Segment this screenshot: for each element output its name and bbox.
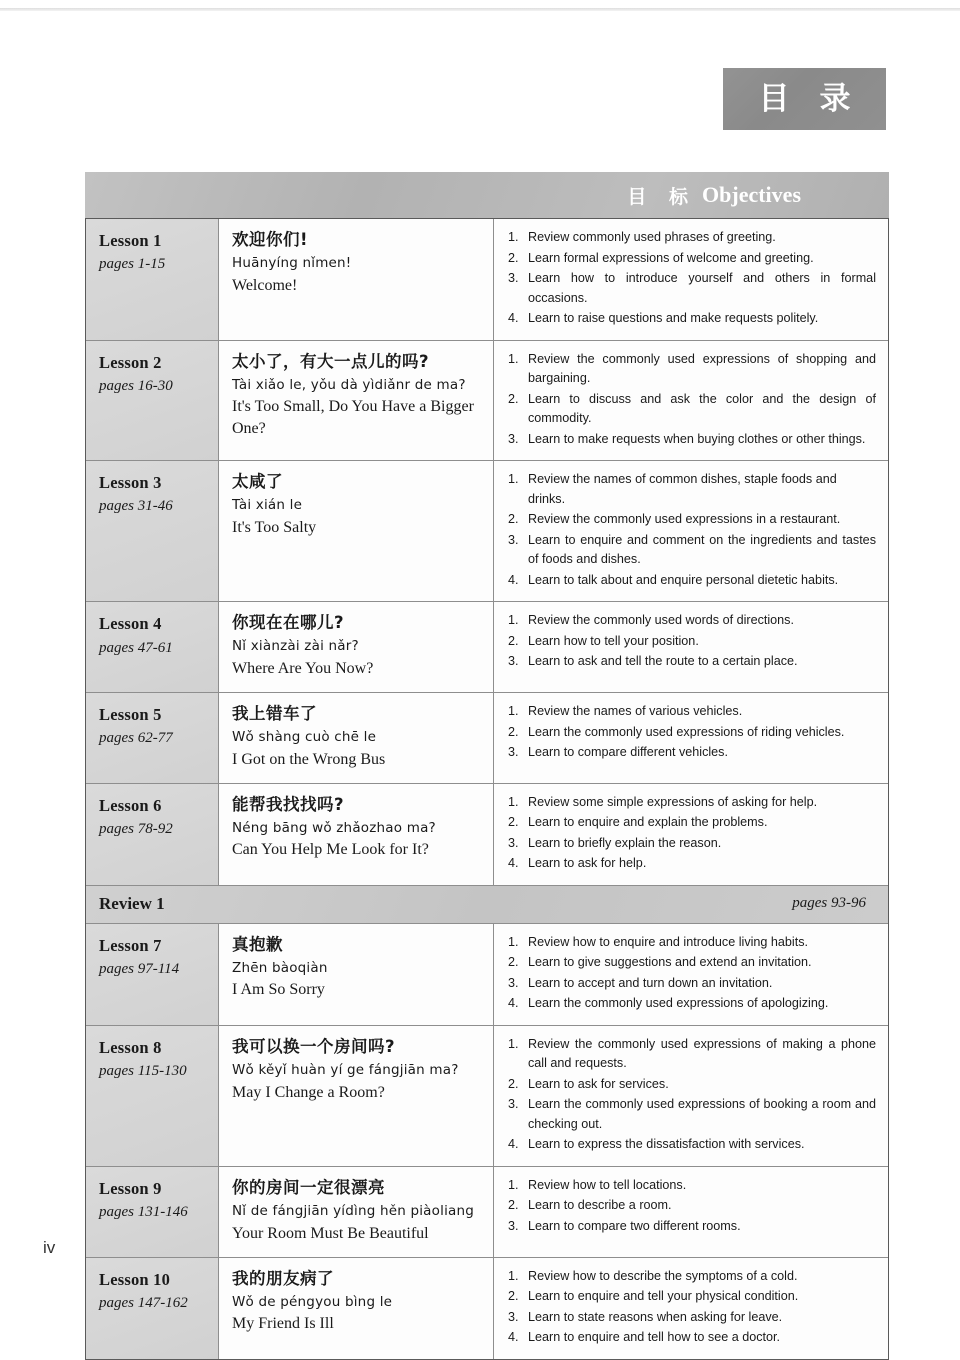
lesson-cell[interactable] <box>86 1258 219 1359</box>
lesson-title-english: Welcome! <box>232 276 298 294</box>
objectives-cell <box>494 1026 888 1166</box>
objective-item: Learn to ask and tell the route to a certain place. <box>528 654 798 669</box>
lesson-pages: pages 16-30 <box>99 377 173 394</box>
lesson-row[interactable] <box>86 924 888 1026</box>
lesson-pages: pages 115-130 <box>99 1063 187 1080</box>
objective-item: Learn to talk about and enquire personal dietetic habits. <box>528 572 839 587</box>
objective-item: Learn the commonly used expressions of riding vehicles. <box>528 724 845 739</box>
lesson-title-cell <box>219 461 494 601</box>
objective-item: Learn to enquire and tell your physical condition. <box>528 1289 799 1304</box>
objectives-cell <box>494 1258 888 1359</box>
lesson-row[interactable] <box>86 461 888 602</box>
objective-item: Learn to accept and turn down an invitation. <box>528 975 773 990</box>
lesson-title-chinese: 太小了，有大一点儿的吗? <box>232 351 430 371</box>
review-label: Review 1 <box>99 893 165 913</box>
table-header-cjk: 目 标 <box>627 185 697 208</box>
lesson-title-pinyin: Huānyíng nǐmen! <box>232 255 352 272</box>
lesson-title-chinese: 太咸了 <box>232 472 283 492</box>
lesson-cell[interactable] <box>86 602 219 692</box>
page-title-cjk-2: 录 <box>819 80 851 117</box>
lesson-title-chinese: 我的朋友病了 <box>232 1268 334 1288</box>
lesson-title-pinyin: Nǐ xiànzài zài nǎr? <box>232 638 359 655</box>
lesson-title-cell <box>219 341 494 461</box>
table-header-latin: Objectives <box>702 182 801 207</box>
lesson-row[interactable] <box>86 784 888 886</box>
lesson-cell[interactable] <box>86 693 219 783</box>
page-title-cjk-1: 目 <box>758 80 790 117</box>
lesson-pages: pages 97-114 <box>99 961 180 978</box>
lesson-name: Lesson 7 <box>99 935 162 955</box>
lesson-title-english: I Got on the Wrong Bus <box>232 750 386 768</box>
objectives-cell <box>494 693 888 783</box>
lesson-name: Lesson 3 <box>99 473 162 493</box>
objective-item: Review the commonly used expressions of making a phone call and requests. <box>528 1036 876 1071</box>
objectives-cell <box>494 219 888 340</box>
review-pages: pages 93-96 <box>792 895 866 912</box>
scan-top-margin <box>0 0 960 8</box>
lesson-title-cell <box>219 1026 494 1166</box>
objective-item: Learn to express the dissatisfaction with services. <box>528 1137 805 1152</box>
objective-item: Learn to ask for help. <box>528 856 647 871</box>
lesson-title-chinese: 我上错车了 <box>232 703 317 723</box>
objective-item: Review the names of common dishes, staple foods and drinks. <box>528 472 837 506</box>
scan-edge-line <box>0 8 960 11</box>
lesson-title-english: My Friend Is Ill <box>232 1315 334 1333</box>
table-header-objectives <box>85 172 889 218</box>
lesson-title-pinyin: Zhēn bàoqiàn <box>232 959 328 976</box>
lesson-row[interactable] <box>86 1258 888 1359</box>
lesson-cell[interactable] <box>86 784 219 885</box>
objective-item: Learn to make requests when buying clothes or other things. <box>528 431 866 446</box>
objective-item: Learn to ask for services. <box>528 1076 669 1091</box>
objective-item: Learn to raise questions and make requests politely. <box>528 311 819 326</box>
lesson-title-cell <box>219 219 494 340</box>
lesson-name: Lesson 1 <box>99 231 162 250</box>
lesson-pages: pages 131-146 <box>99 1204 188 1221</box>
objective-item: Learn to discuss and ask the color and the design of commodity. <box>528 391 876 426</box>
lesson-title-english: It's Too Salty <box>232 518 317 536</box>
objectives-list <box>502 470 876 590</box>
objectives-list <box>502 702 876 763</box>
objective-item: Review the names of various vehicles. <box>528 703 743 718</box>
lesson-row[interactable] <box>86 1167 888 1258</box>
review-row[interactable] <box>86 886 888 924</box>
objective-item: Learn to enquire and explain the problems. <box>528 815 768 830</box>
lesson-name: Lesson 9 <box>99 1178 162 1198</box>
objectives-cell <box>494 461 888 601</box>
lesson-name: Lesson 6 <box>99 795 162 815</box>
lesson-title-cell <box>219 693 494 783</box>
objectives-list <box>502 1176 876 1237</box>
lesson-pages: pages 47-61 <box>99 639 173 656</box>
page-number: iv <box>43 1238 56 1257</box>
objective-item: Learn to briefly explain the reason. <box>528 835 722 850</box>
lesson-title-chinese: 真抱歉 <box>232 934 283 954</box>
lesson-cell[interactable] <box>86 1026 219 1166</box>
lesson-name: Lesson 2 <box>99 352 162 372</box>
lesson-name: Lesson 8 <box>99 1037 162 1057</box>
objectives-cell <box>494 602 888 692</box>
lesson-title-english: May I Change a Room? <box>232 1083 385 1101</box>
objectives-cell <box>494 784 888 885</box>
objective-item: Review the commonly used expressions in a restaurant. <box>528 512 841 527</box>
lesson-title-english: Can You Help Me Look for It? <box>232 841 429 859</box>
lesson-title-chinese: 你的房间一定很漂亮 <box>232 1177 385 1197</box>
lesson-name: Lesson 10 <box>99 1269 171 1289</box>
objective-item: Learn to compare two different rooms. <box>528 1218 741 1233</box>
lesson-name: Lesson 5 <box>99 704 162 724</box>
lesson-cell[interactable] <box>86 219 219 340</box>
objective-item: Review how to tell locations. <box>528 1177 687 1192</box>
lesson-row[interactable] <box>86 1026 888 1167</box>
lesson-pages: pages 31-46 <box>99 498 173 515</box>
lesson-pages: pages 62-77 <box>99 730 173 747</box>
objective-item: Learn to enquire and tell how to see a doctor. <box>528 1330 781 1345</box>
objective-item: Learn to give suggestions and extend an invitation. <box>528 955 812 970</box>
lesson-title-english: Your Room Must Be Beautiful <box>232 1224 429 1242</box>
lesson-title-cell <box>219 1167 494 1257</box>
lesson-title-pinyin: Tài xiǎo le, yǒu dà yìdiǎnr de ma? <box>232 376 466 393</box>
objective-item: Review commonly used phrases of greeting. <box>528 230 776 244</box>
objectives-list <box>502 1035 876 1155</box>
lesson-row[interactable] <box>86 693 888 784</box>
lesson-title-pinyin: Wǒ shàng cuò chē le <box>232 729 377 746</box>
lesson-pages: pages 147-162 <box>99 1294 188 1311</box>
lesson-title-chinese: 我可以换一个房间吗? <box>232 1036 396 1056</box>
lesson-row[interactable] <box>86 341 888 462</box>
objectives-cell <box>494 924 888 1025</box>
lesson-title-pinyin: Tài xián le <box>232 497 303 514</box>
lesson-title-cell <box>219 1258 494 1359</box>
objectives-cell <box>494 1167 888 1257</box>
lesson-title-pinyin: Néng bāng wǒ zhǎozhao ma? <box>232 819 436 836</box>
objectives-list <box>502 933 876 1014</box>
lesson-title-chinese: 欢迎你们! <box>232 230 309 249</box>
objectives-list <box>502 228 876 329</box>
objectives-list <box>502 793 876 874</box>
objective-item: Learn to state reasons when asking for leave. <box>528 1309 783 1324</box>
lesson-title-english: I Am So Sorry <box>232 981 325 999</box>
objective-item: Review some simple expressions of asking for help. <box>528 794 818 809</box>
lesson-title-chinese: 你现在在哪儿? <box>232 613 345 633</box>
objective-item: Learn to describe a room. <box>528 1198 672 1213</box>
lesson-row[interactable] <box>86 219 888 341</box>
lesson-title-cell <box>219 924 494 1025</box>
lesson-title-english: Where Are You Now? <box>232 659 374 677</box>
objective-item: Review the commonly used expressions of shopping and bargaining. <box>528 351 876 386</box>
objective-item: Learn how to tell your position. <box>528 633 699 648</box>
lesson-title-chinese: 能帮我找找吗? <box>232 794 345 814</box>
page-title-banner <box>723 68 886 130</box>
lesson-cell[interactable] <box>86 1167 219 1257</box>
lesson-row[interactable] <box>86 602 888 693</box>
lesson-pages: pages 78-92 <box>99 820 173 837</box>
lesson-cell[interactable] <box>86 461 219 601</box>
objective-item: Review the commonly used words of directions. <box>528 613 794 628</box>
lesson-title-cell <box>219 602 494 692</box>
objective-item: Learn the commonly used expressions of booking a room and checking out. <box>528 1097 876 1131</box>
objective-item: Learn how to introduce yourself and others in formal occasions. <box>528 271 876 305</box>
objectives-list <box>502 1267 876 1348</box>
lesson-title-pinyin: Wǒ kěyǐ huàn yí ge fángjiān ma? <box>232 1061 459 1078</box>
objective-item: Review how to describe the symptoms of a cold. <box>528 1268 798 1283</box>
lesson-title-pinyin: Wǒ de péngyou bìng le <box>232 1293 393 1310</box>
lesson-title-english: It's Too Small, Do You Have a Bigger One? <box>232 398 474 438</box>
lesson-cell[interactable] <box>86 924 219 1025</box>
table-body <box>85 218 889 1360</box>
table-of-contents <box>85 172 889 1360</box>
lesson-name: Lesson 4 <box>99 614 162 634</box>
objective-item: Learn to enquire and comment on the ingredients and tastes of foods and dishes. <box>528 532 876 567</box>
lesson-cell[interactable] <box>86 341 219 461</box>
lesson-title-cell <box>219 784 494 885</box>
objectives-list <box>502 611 876 672</box>
lesson-pages: pages 1-15 <box>99 256 166 273</box>
objectives-cell <box>494 341 888 461</box>
objectives-list <box>502 350 876 450</box>
objective-item: Learn to compare different vehicles. <box>528 745 728 760</box>
objective-item: Learn the commonly used expressions of apologizing. <box>528 996 829 1011</box>
objective-item: Review how to enquire and introduce living habits. <box>528 934 809 949</box>
objective-item: Learn formal expressions of welcome and greeting. <box>528 250 814 265</box>
lesson-title-pinyin: Nǐ de fángjiān yídìng hěn piàoliang <box>232 1203 475 1220</box>
